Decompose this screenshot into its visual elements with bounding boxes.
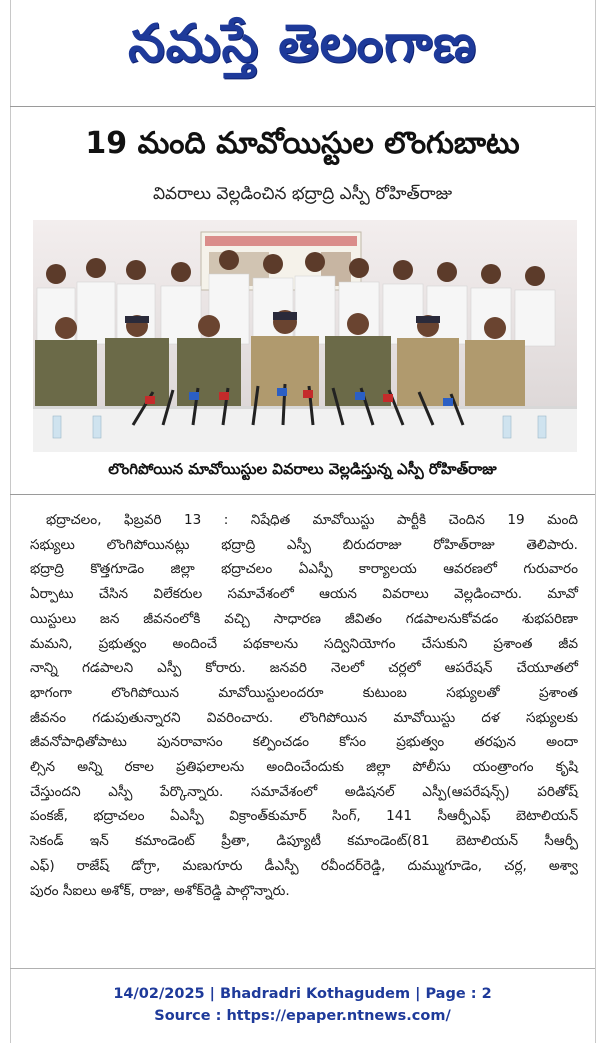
newspaper-logo: నమస్తే తెలంగాణ bbox=[128, 13, 477, 74]
body-line: ఎఫ్) రాజేష్ డోగ్రా, మణుగూరు డీఎస్పీ రవీందర్‌రెడ్డి, దుమ్ముగూడెం, చర్ల, అశ్వా bbox=[30, 857, 578, 874]
article-subheadline: వివరాలు వెల్లడించిన భద్రాద్రి ఎస్పీ రోహిత్‌రాజు bbox=[152, 184, 453, 204]
body-line: ఏర్పాటు చేసిన విలేకరుల సమావేశంలో ఆయన వివరాలు వెల్లడించారు. మావో bbox=[30, 586, 578, 603]
body-line: భాగంగా లొంగిపోయిన మావోయిస్టులందరూ కుటుంబ సభ్యులతో ప్రశాంత bbox=[30, 684, 578, 701]
body-line: పంకజ్, భద్రాచలం ఏఎస్పీ విక్రాంత్‌కుమార్ సింగ్, 141 సీఆర్పీఎఫ్ బెటాలియన్ bbox=[30, 808, 578, 825]
body-line: మమని, ప్రభుత్వం అందించే పథకాలను సద్వినియోగం చేసుకుని ప్రశాంత జీవ bbox=[30, 635, 578, 652]
body-line: చేస్తుందని ఎస్పీ పేర్కొన్నారు. సమావేశంలో అడిషనల్ ఎస్పీ(ఆపరేషన్స్) పరితోష్ bbox=[30, 783, 578, 800]
body-line: జీవనోపాధితోపాటు పునరావాసం కల్పించడం కోసం ప్రభుత్వం తరఫున అందా bbox=[30, 734, 578, 751]
photo-caption: లొంగిపోయిన మావోయిస్టుల వివరాలు వెల్లడిస్తున్న ఎస్పీ రోహిత్‌రాజు bbox=[108, 460, 497, 478]
body-line: నాన్ని గడపాలని ఎస్పీ కోరారు. జనవరి నెలలో చర్లలో ఆపరేషన్ చేయూతలో bbox=[30, 660, 578, 677]
footer-source-link[interactable]: Source : https://epaper.ntnews.com/ bbox=[154, 1008, 451, 1024]
body-line: సెకండ్ ఇన్ కమాండెంట్ ప్రీతా, డిప్యూటీ కమాండెంట్(81 బెటాలియన్ సీఆర్పీ bbox=[30, 833, 578, 850]
body-line: యిస్టులు జన జీవనంలోకి వచ్చి సాధారణ జీవితం గడపాలనుకోవడం శుభపరిణా bbox=[30, 610, 578, 627]
masthead-divider bbox=[10, 106, 595, 107]
body-line: పురం సీఐలు అశోక్, రాజు, అశోక్‌రెడ్డి పాల్గొన్నారు. bbox=[30, 882, 290, 899]
body-line: భద్రాచలం, ఫిబ్రవరి 13 : నిషేధిత మావోయిస్టు పార్టీకి చెందిన 19 మంది bbox=[46, 512, 578, 528]
news-photo bbox=[33, 220, 577, 452]
article-headline: 19 మంది మావోయిస్టుల లొంగుబాటు bbox=[85, 126, 520, 161]
source-footer bbox=[0, 983, 605, 1027]
body-line: భద్రాద్రి కొత్తగూడెం జిల్లా భద్రాచలం ఏఎస్పీ కార్యాలయ ఆవరణలో గురువారం bbox=[30, 561, 578, 578]
caption-divider bbox=[10, 494, 595, 495]
footer-date-edition: 14/02/2025 | Bhadradri Kothagudem | Page : 2 bbox=[113, 986, 492, 1002]
masthead bbox=[0, 0, 605, 100]
article-bottom-border bbox=[10, 968, 595, 969]
right-margin-line bbox=[595, 0, 596, 1043]
body-line: సభ్యులు లొంగిపోయినట్లు భద్రాద్రి ఎస్పీ బిరుదరాజు రోహిత్‌రాజు తెలిపారు. bbox=[30, 536, 578, 553]
press-meet-photo bbox=[33, 220, 577, 452]
article-body bbox=[30, 508, 578, 903]
body-line: ల్సిన అన్ని రకాల ప్రతిఫలాలను అందించేందుకు జిల్లా పోలీసు యంత్రాంగం కృషి bbox=[30, 759, 578, 776]
body-line: జీవనం గడుపుతున్నారని వివరించారు. లొంగిపోయిన మావోయిస్టు దళ సభ్యులకు bbox=[30, 709, 578, 726]
